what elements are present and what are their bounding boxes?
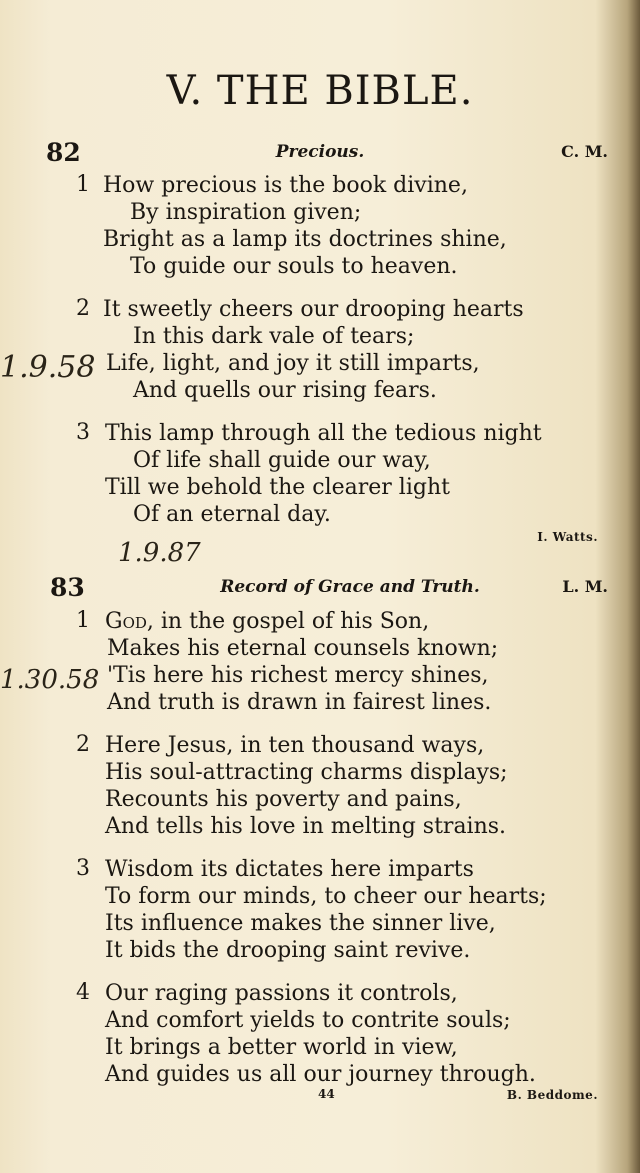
verse-number: 1 [76, 172, 90, 197]
verse-line: And quells our rising fears. [133, 378, 437, 403]
verse-line: Its influence makes the sinner live, [105, 911, 496, 936]
verse-line: Wisdom its dictates here imparts [105, 857, 474, 882]
verse-line: Of an eternal day. [133, 502, 331, 527]
verse-number: 2 [76, 732, 90, 757]
verse-line-rest: , in the gospel of his Son, [146, 609, 430, 634]
verse-line: In this dark vale of tears; [133, 324, 415, 349]
verse-number: 3 [76, 856, 90, 881]
verse-line: It brings a better world in view, [105, 1035, 458, 1060]
verse-line: His soul-attracting charms displays; [105, 760, 508, 785]
hymn-83-author: B. Beddome. [506, 1088, 598, 1102]
hymn-82-author: I. Watts. [537, 530, 598, 544]
verse-line: Here Jesus, in ten thousand ways, [105, 733, 485, 758]
hymn-number: 83 [50, 573, 85, 602]
verse-line: Till we behold the clearer light [105, 475, 450, 500]
verse-line: How precious is the book divine, [103, 173, 468, 198]
page-number: 44 [318, 1087, 335, 1101]
handwritten-note: 1.9.58 [0, 350, 96, 385]
section-title: V. THE BIBLE. [166, 68, 474, 114]
hymn-83-header [0, 573, 640, 603]
verse-line: It sweetly cheers our drooping hearts [103, 297, 524, 322]
hymn-number: 82 [46, 138, 81, 167]
verse-line: 'Tis here his richest mercy shines, [107, 663, 489, 688]
divine-name: God [105, 609, 147, 634]
verse-line: Of life shall guide our way, [133, 448, 431, 473]
verse-line: Recounts his poverty and pains, [105, 787, 462, 812]
verse-line: And guides us all our journey through. [105, 1062, 536, 1087]
handwritten-note: 1.9.87 [118, 538, 201, 568]
verse-number: 2 [76, 296, 90, 321]
handwritten-note: 1.30.58 [0, 665, 100, 695]
verse-number: 1 [76, 608, 90, 633]
verse-line: And truth is drawn in fairest lines. [107, 690, 492, 715]
hymn-title: Precious. [275, 142, 365, 162]
verse-line: Bright as a lamp its doctrines shine, [103, 227, 507, 252]
verse-line: This lamp through all the tedious night [105, 421, 542, 446]
verse-line [105, 608, 429, 635]
verse-line: It bids the drooping saint revive. [105, 938, 471, 963]
verse-line: To guide our souls to heaven. [130, 254, 458, 279]
verse-number: 3 [76, 420, 90, 445]
verse-line: And tells his love in melting strains. [105, 814, 507, 839]
verse-line: To form our minds, to cheer our hearts; [105, 884, 547, 909]
verse-line: And comfort yields to contrite souls; [105, 1008, 511, 1033]
verse-line: Makes his eternal counsels known; [107, 636, 499, 661]
hymn-82-header [0, 138, 640, 168]
hymn-title: Record of Grace and Truth. [220, 577, 480, 597]
verse-number: 4 [76, 980, 90, 1005]
hymn-meter: L. M. [562, 577, 608, 596]
verse-line: Life, light, and joy it still imparts, [106, 351, 480, 376]
verse-line: Our raging passions it controls, [105, 981, 458, 1006]
verse-line: By inspiration given; [130, 200, 362, 225]
hymn-meter: C. M. [561, 142, 608, 161]
